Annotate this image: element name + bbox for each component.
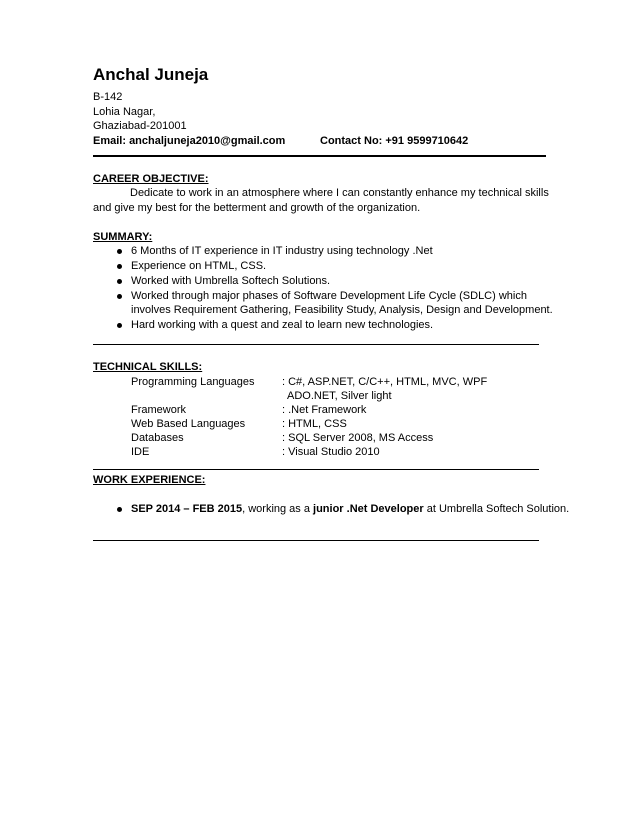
bullet-icon bbox=[117, 249, 122, 254]
contact-number: Contact No: +91 9599710642 bbox=[320, 135, 469, 147]
work-period: SEP 2014 – FEB 2015 bbox=[131, 503, 243, 515]
email: Email: anchaljuneja2010@gmail.com bbox=[93, 135, 286, 147]
work-experience-heading: WORK EXPERIENCE: bbox=[93, 474, 206, 486]
skills-divider bbox=[93, 469, 539, 470]
skill-value: : HTML, CSS bbox=[282, 418, 347, 430]
skill-value: : SQL Server 2008, MS Access bbox=[282, 432, 434, 444]
bullet-icon bbox=[117, 264, 122, 269]
work-text: , working as a bbox=[242, 503, 314, 515]
bullet-icon bbox=[117, 507, 122, 512]
skill-label: Databases bbox=[131, 432, 184, 444]
career-objective-heading: CAREER OBJECTIVE: bbox=[93, 173, 209, 185]
candidate-name: Anchal Juneja bbox=[93, 65, 209, 84]
work-role: junior .Net Developer bbox=[313, 503, 424, 515]
summary-divider bbox=[93, 344, 539, 345]
skill-label: IDE bbox=[131, 446, 150, 458]
bullet-icon bbox=[117, 279, 122, 284]
skill-value: : .Net Framework bbox=[282, 404, 367, 416]
summary-item: Hard working with a quest and zeal to learn new technologies. bbox=[131, 319, 434, 331]
work-experience-item bbox=[131, 502, 569, 516]
address-line-2: Lohia Nagar, bbox=[93, 106, 156, 118]
work-divider bbox=[93, 540, 539, 541]
header-divider bbox=[93, 155, 546, 157]
summary-item: 6 Months of IT experience in IT industry using technology .Net bbox=[131, 245, 433, 257]
work-company: at Umbrella Softech Solution. bbox=[423, 503, 570, 515]
career-objective-line-1: Dedicate to work in an atmosphere where I can constantly enhance my technical skills bbox=[130, 187, 549, 199]
summary-item: Experience on HTML, CSS. bbox=[131, 260, 267, 272]
summary-item: Worked through major phases of Software Development Life Cycle (SDLC) which bbox=[131, 290, 527, 302]
skill-value-continued: ADO.NET, Silver light bbox=[287, 390, 392, 402]
summary-item-continued: involves Requirement Gathering, Feasibility Study, Analysis, Design and Development. bbox=[131, 304, 553, 316]
address-line-1: B-142 bbox=[93, 91, 123, 103]
bullet-icon bbox=[117, 294, 122, 299]
skill-label: Programming Languages bbox=[131, 376, 255, 388]
summary-heading: SUMMARY: bbox=[93, 231, 153, 243]
summary-item: Worked with Umbrella Softech Solutions. bbox=[131, 275, 331, 287]
address-line-3: Ghaziabad-201001 bbox=[93, 120, 187, 132]
skill-label: Web Based Languages bbox=[131, 418, 246, 430]
bullet-icon bbox=[117, 323, 122, 328]
skill-label: Framework bbox=[131, 404, 187, 416]
skill-value: : C#, ASP.NET, C/C++, HTML, MVC, WPF bbox=[282, 376, 488, 388]
technical-skills-heading: TECHNICAL SKILLS: bbox=[93, 361, 203, 373]
career-objective-line-2: and give my best for the betterment and growth of the organization. bbox=[93, 202, 421, 214]
skill-value: : Visual Studio 2010 bbox=[282, 446, 380, 458]
